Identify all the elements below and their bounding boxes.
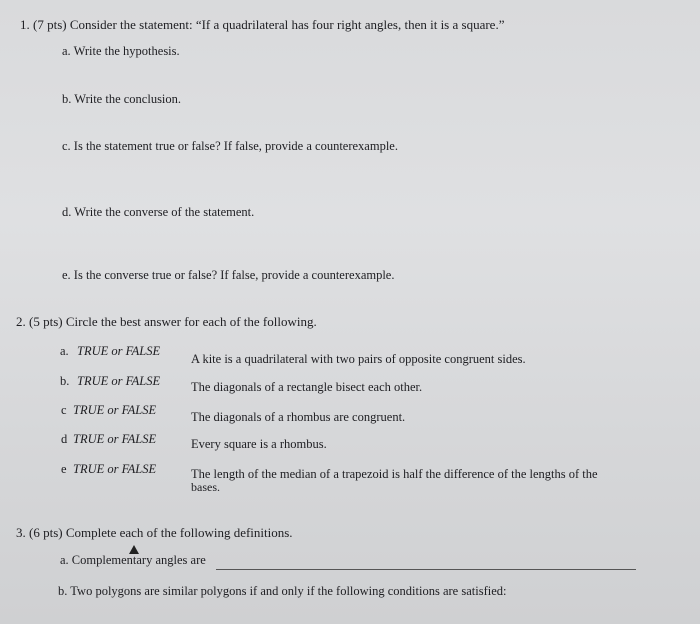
q3-stem: 3. (6 pts) Complete each of the following definitions.	[16, 525, 293, 540]
q3-part-b: b. Two polygons are similar polygons if and only if the following conditions are satisfied:	[58, 584, 507, 598]
q2-item-a-text: A kite is a quadrilateral with two pairs of opposite congruent sides.	[191, 352, 526, 366]
q2-item-c-text: The diagonals of a rhombus are congruent.	[191, 410, 406, 424]
q2-item-a-letter: a.	[60, 344, 69, 358]
q1-part-b: b. Write the conclusion.	[62, 92, 182, 106]
q2-item-b-letter: b.	[60, 374, 70, 388]
q2-stem: 2. (5 pts) Circle the best answer for each of the following.	[16, 314, 317, 329]
q2-item-c-letter: c	[61, 403, 67, 417]
q2-item-d-choice[interactable]: TRUE or FALSE	[73, 432, 157, 446]
q1-part-e: e. Is the converse true or false? If false, provide a counterexample.	[62, 268, 395, 282]
q2-item-c-choice[interactable]: TRUE or FALSE	[73, 403, 157, 417]
q3-part-a: a. Complementary angles are	[60, 553, 206, 567]
q2-item-e-text: The length of the median of a trapezoid is half the difference of the lengths of the	[191, 467, 598, 481]
q3-part-a-blank[interactable]	[216, 569, 636, 570]
q1-part-c: c. Is the statement true or false? If false, provide a counterexample.	[62, 139, 398, 153]
q2-item-e-choice[interactable]: TRUE or FALSE	[73, 462, 157, 476]
mouse-cursor-icon	[129, 545, 139, 554]
q1-part-a: a. Write the hypothesis.	[62, 44, 180, 58]
q1-part-d: d. Write the converse of the statement.	[62, 205, 255, 219]
q2-item-d-letter: d	[61, 432, 68, 446]
q2-item-e-letter: e	[61, 462, 67, 476]
q2-item-b-text: The diagonals of a rectangle bisect each other.	[191, 380, 423, 394]
q1-stem: 1. (7 pts) Consider the statement: “If a quadrilateral has four right angles, then it is a square.”	[20, 17, 505, 32]
q2-item-e-text-cont: bases.	[191, 480, 220, 494]
q2-item-a-choice[interactable]: TRUE or FALSE	[77, 344, 161, 358]
q2-item-d-text: Every square is a rhombus.	[191, 437, 327, 451]
q2-item-b-choice[interactable]: TRUE or FALSE	[77, 374, 161, 388]
